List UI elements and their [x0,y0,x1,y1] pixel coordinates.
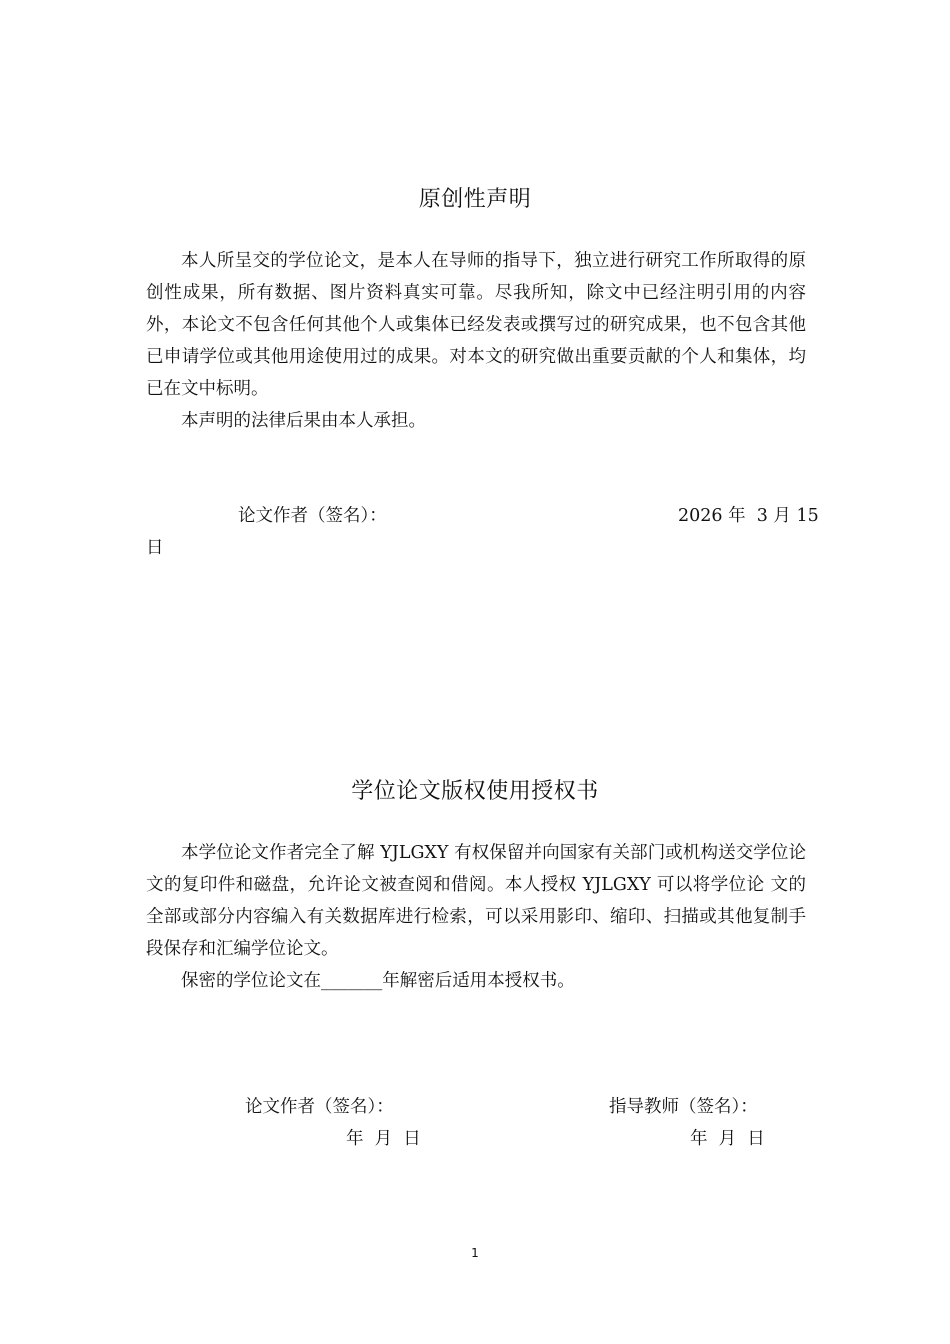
authorization-paragraph-1: 本学位论文作者完全了解 YJLGXY 有权保留并向国家有关部门或机构送交学位论文的复印件和磁盘，允许论文被查阅和借阅。本人授权 YJLGXY 可以将学位论 文的全部或部分内容编入有关数据库进行检索，可以采用影印、缩印、扫描或其他复制手段保存和汇编学位论文。 [146,843,806,959]
authorization-author-signature-label: 论文作者（签名）： [245,1097,394,1117]
declaration-date-wrap: 日 [146,538,164,558]
declaration-paragraph-1: 本人所呈交的学位论文，是本人在导师的指导下，独立进行研究工作所取得的原创性成果，所有数据、图片资料真实可靠。尽我所知，除文中已经注明引用的内容外，本论文不包含任何其他个人或集体已经发表或撰写过的研究成果，也不包含其他已申请学位或其他用途使用过的成果。对本文的研究做出重要贡献的个人和集体，均已在文中标明。 [146,251,806,399]
declaration-date: 2026 年 3 月 15 [678,506,819,526]
declaration-paragraph-2: 本声明的法律后果由本人承担。 [181,411,426,431]
declaration-title: 原创性声明 [418,187,532,212]
authorization-supervisor-date: 年 月 日 [690,1129,765,1149]
authorization-paragraph-2: 保密的学位论文在_______年解密后适用本授权书。 [181,971,575,991]
authorization-author-date: 年 月 日 [346,1129,421,1149]
authorization-supervisor-signature-label: 指导教师（签名）： [609,1097,758,1117]
page-number: 1 [471,1246,479,1260]
declaration-author-signature-label: 论文作者（签名）： [238,506,387,526]
authorization-title: 学位论文版权使用授权书 [351,779,599,804]
